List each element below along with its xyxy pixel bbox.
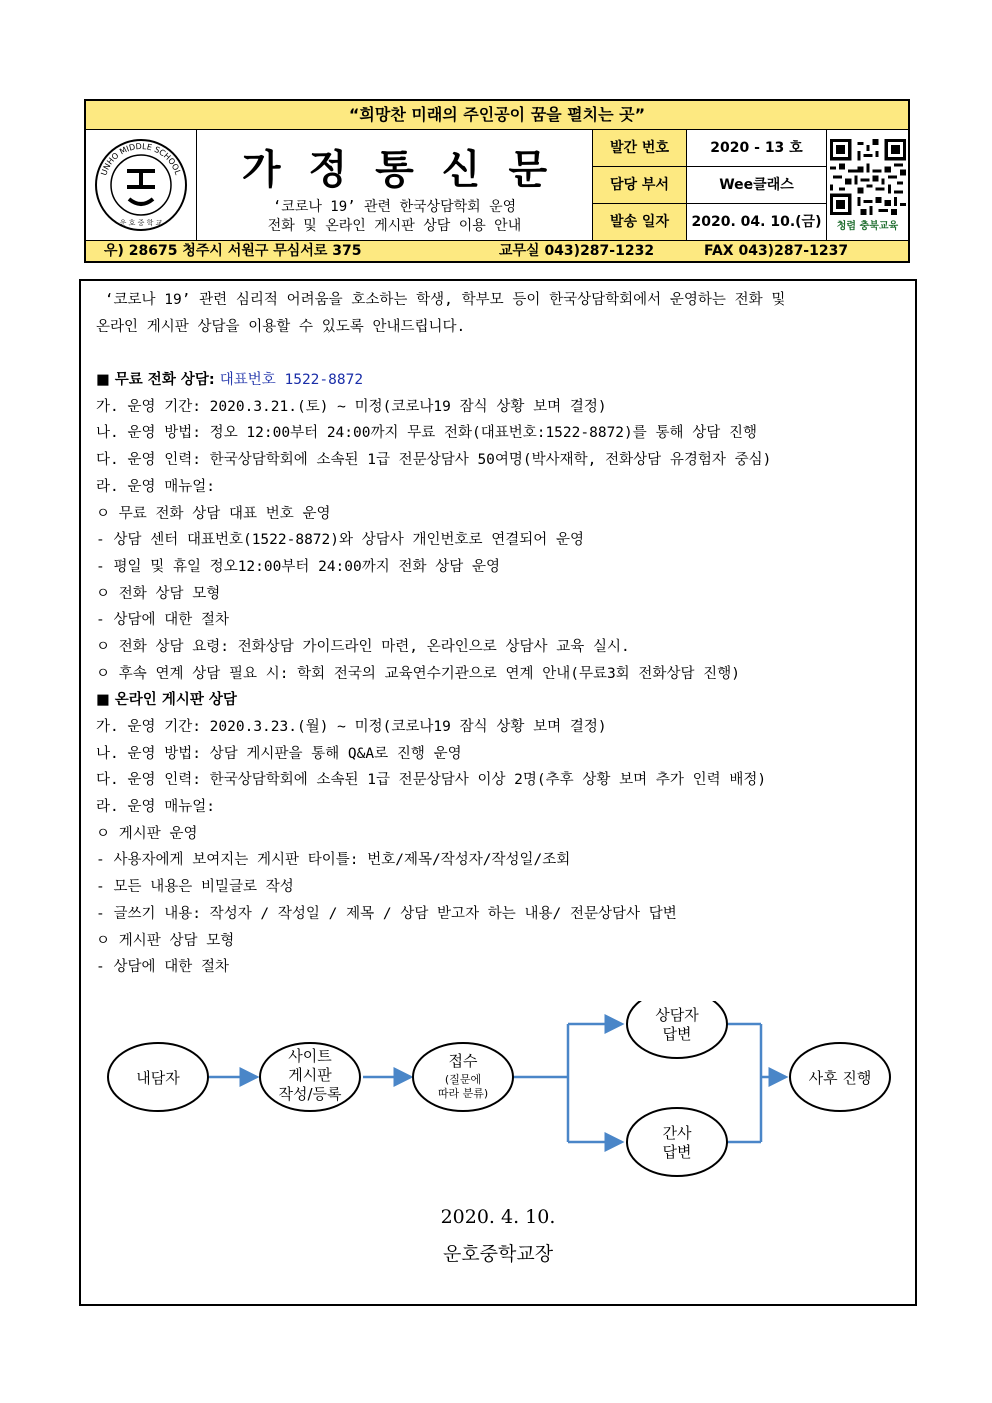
issue-info	[593, 130, 827, 240]
school-logo	[86, 130, 197, 240]
subtitle-line1: ‘코로나 19’ 관련 한국상담학회 운영	[272, 199, 517, 215]
address: 우) 28675 청주시 서원구 무심서로 375	[104, 243, 362, 259]
address-bar	[86, 241, 908, 261]
intro-line: ‘코로나 19’ 관련 심리적 어려움을 호소하는 학생, 학부모 등이 한국상담학회에서 운영하는 전화 및	[96, 292, 786, 308]
flow-label-follow-up: 사후 진행	[808, 1069, 872, 1087]
section1-line: ㅇ 후속 연계 상담 필요 시: 학회 전국의 교육연수기관으로 연계 안내(무료3회 전화상담 진행)	[96, 665, 740, 682]
section2-line: ㅇ 게시판 상담 모형	[96, 932, 235, 949]
section1-heading: ■ 무료 전화 상담: 대표번호 1522-8872	[96, 372, 364, 389]
send-date-label: 발송 일자	[593, 204, 687, 240]
fax-number: FAX 043)287-1237	[704, 243, 849, 259]
section2-line: - 사용자에게 보여지는 게시판 타이틀: 번호/제목/작성자/작성일/조회	[96, 852, 571, 869]
flow-label-client: 내담자	[136, 1069, 180, 1087]
department-value: Wee클래스	[719, 177, 794, 193]
flow-label-site-2: 게시판	[288, 1066, 332, 1084]
section2-line: 라. 운영 매뉴얼:	[96, 799, 215, 816]
notice-body	[79, 279, 917, 1306]
office-phone: 교무실 043)287-1232	[499, 243, 655, 259]
section1-line: 나. 운영 방법: 정오 12:00부터 24:00까지 무료 전화(대표번호:1522-8872)를 통해 상담 진행	[96, 425, 757, 442]
section2-heading: ■ 온라인 게시판 상담	[96, 692, 237, 709]
issue-date: 2020. 4. 10.	[440, 1206, 556, 1228]
section1-line: - 상담에 대한 절차	[96, 612, 229, 629]
flow-label-staff-2: 답변	[662, 1143, 692, 1161]
flow-label-counselor-1: 상담자	[655, 1006, 699, 1024]
flow-node-staff-reply	[627, 1108, 727, 1176]
school-emblem-icon	[93, 137, 189, 233]
qr-code[interactable]	[827, 130, 908, 240]
qr-caption: 청렴 충북교육	[836, 220, 899, 232]
intro-line: 온라인 게시판 상담을 이용할 수 있도록 안내드립니다.	[96, 318, 466, 335]
send-date-value: 2020. 04. 10.(금)	[691, 214, 822, 230]
page-title: 가정통신문	[241, 146, 576, 193]
section2-line: 나. 운영 방법: 상담 게시판을 통해 Q&A로 진행 운영	[96, 745, 462, 762]
flow-label-site-1: 사이트	[288, 1047, 332, 1065]
subtitle-line2: 전화 및 온라인 게시판 상담 이용 안내	[267, 218, 522, 234]
section1-line: ㅇ 전화 상담 모형	[96, 585, 221, 602]
svg-text:운 호 중 학 교: 운 호 중 학 교	[119, 219, 163, 227]
slogan: “희망찬 미래의 주인공이 꿈을 펼치는 곳”	[86, 101, 908, 130]
flow-label-intake-2: (질문에	[444, 1073, 482, 1086]
section1-line: 가. 운영 기간: 2020.3.21.(토) ~ 미정(코로나19 잠식 상황 보며 결정)	[96, 398, 607, 415]
section1-line: ㅇ 전화 상담 요령: 전화상담 가이드라인 마련, 온라인으로 상담사 교육 실시.	[96, 638, 630, 655]
section2-line: 가. 운영 기간: 2020.3.23.(월) ~ 미정(코로나19 잠식 상황 보며 결정)	[96, 719, 607, 735]
section2-line: - 상담에 대한 절차	[96, 959, 229, 976]
process-flow-diagram	[81, 1001, 915, 1181]
section1-line: ㅇ 무료 전화 상담 대표 번호 운영	[96, 505, 331, 522]
flow-label-intake-1: 접수	[448, 1052, 478, 1070]
section1-line: - 평일 및 휴일 정오12:00부터 24:00까지 전화 상담 운영	[96, 558, 500, 575]
svg-text:UNHO MIDDLE SCHOOL: UNHO MIDDLE SCHOOL	[99, 141, 183, 177]
flow-label-site-3: 작성/등록	[278, 1085, 342, 1103]
flow-label-staff-1: 간사	[662, 1124, 692, 1142]
department-label: 담당 부서	[593, 167, 687, 203]
issue-number-label: 발간 번호	[593, 130, 687, 166]
qr-code-icon	[830, 139, 906, 215]
section1-line: 다. 운영 인력: 한국상담학회에 소속된 1급 전문상담사 50여명(박사재학, 전화상담 유경험자 중심)	[96, 452, 772, 469]
section1-line: - 상담 센터 대표번호(1522-8872)와 상담사 개인번호로 연결되어 운영	[96, 532, 585, 549]
issue-number-value: 2020 - 13 호	[710, 140, 803, 156]
flow-label-counselor-2: 답변	[662, 1025, 692, 1043]
hotline-number: 대표번호 1522-8872	[219, 372, 364, 389]
header-table	[84, 99, 910, 263]
section2-line: - 글쓰기 내용: 작성자 / 작성일 / 제목 / 상담 받고자 하는 내용/ 전문상담사 답변	[96, 905, 677, 922]
flow-label-intake-3: 따라 분류)	[437, 1087, 489, 1100]
section2-line: - 모든 내용은 비밀글로 작성	[96, 879, 294, 896]
section1-line: 라. 운영 매뉴얼:	[96, 478, 215, 495]
section2-line: 다. 운영 인력: 한국상담학회에 소속된 1급 전문상담사 이상 2명(추후 상황 보며 추가 인력 배정)	[96, 772, 767, 789]
principal-signature: 운호중학교장	[442, 1243, 554, 1265]
section2-line: ㅇ 게시판 운영	[96, 825, 198, 842]
